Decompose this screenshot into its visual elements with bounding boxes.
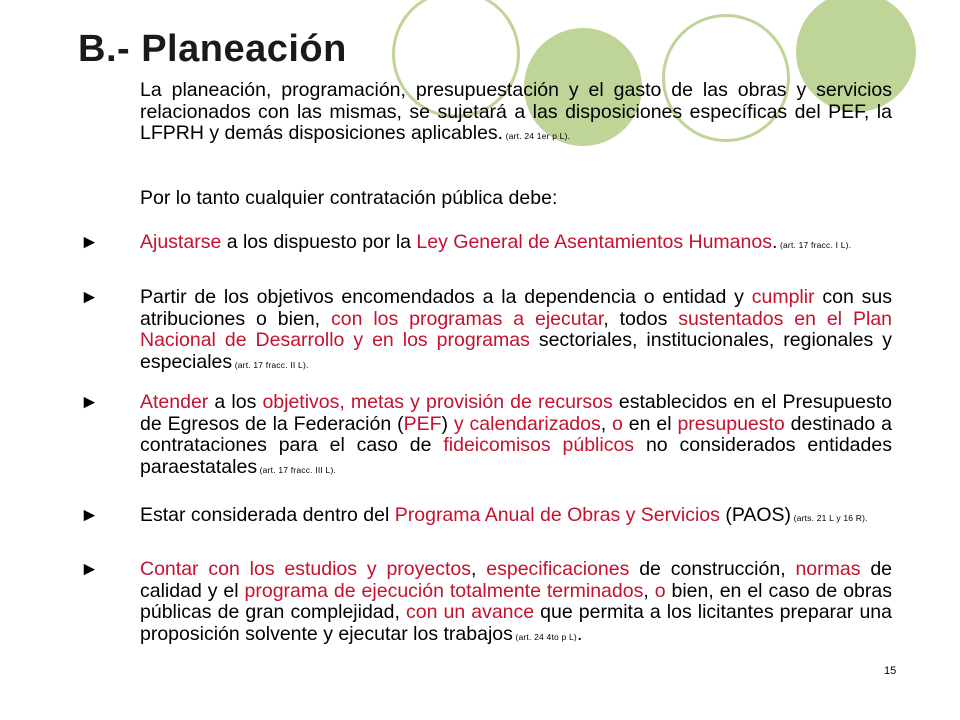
- item-text: ): [441, 412, 454, 435]
- item-text: o: [612, 412, 623, 435]
- item-text: objetivos, metas y provisión de recursos: [262, 391, 613, 413]
- bullet-icon: ►: [80, 232, 99, 253]
- item-text: de construcción,: [629, 558, 796, 580]
- bullet-icon: ►: [80, 559, 99, 580]
- item-text: Ajustarse: [140, 231, 222, 253]
- item-text: programa de ejecución totalmente terminados: [244, 579, 644, 602]
- intro-paragraph-2: [140, 188, 892, 210]
- list-item: [140, 232, 892, 257]
- intro-lead-text: Por lo tanto cualquier contratación pública debe:: [140, 187, 558, 209]
- list-item: [140, 505, 892, 530]
- item-reference: (art. 17 fracc. III L).: [257, 464, 337, 475]
- item-text: Atender: [140, 391, 209, 413]
- item-reference: (art. 17 fracc. I L).: [777, 240, 852, 250]
- item-text: especificaciones: [486, 558, 630, 580]
- list-item: [140, 287, 892, 376]
- bullet-icon: ►: [80, 505, 99, 526]
- item-text: de calidad y el: [140, 558, 893, 602]
- item-text: cumplir: [751, 286, 815, 308]
- bullet-icon: ►: [80, 287, 99, 308]
- list-item: [140, 559, 892, 648]
- item-text: Programa Anual de Obras y Servicios: [394, 504, 720, 526]
- list-item: [140, 392, 892, 481]
- item-text: destinado a contrataciones para el caso de: [140, 412, 892, 457]
- item-text: con sus atribuciones o bien,: [140, 286, 893, 330]
- item-text: a los: [208, 391, 263, 413]
- item-text: Contar con los estudios y proyectos: [140, 558, 471, 580]
- item-text: fideicomisos públicos: [443, 434, 635, 457]
- item-text: y calendarizados: [453, 412, 601, 435]
- item-text: ,: [600, 412, 613, 435]
- page-number: 15: [884, 665, 897, 677]
- item-text: con los programas a ejecutar: [330, 307, 604, 330]
- item-text: ,: [471, 558, 487, 580]
- item-text: o: [654, 579, 666, 602]
- intro-reference: (art. 24 1er p L).: [503, 131, 571, 142]
- item-text: presupuesto: [677, 412, 785, 435]
- item-text: no considerados entidades paraestatales: [140, 434, 892, 478]
- item-text: Partir de los objetivos encomendados a la dependencia o entidad y: [140, 286, 752, 308]
- item-reference: (arts. 21 L y 16 R).: [791, 513, 868, 523]
- intro-text: La planeación, programación, presupuestación y el gasto de las obras y servicios relacionados con las mismas, se sujetará a las disposiciones específicas del PEF, la LFPRH y demás disposiciones aplicables.: [140, 79, 892, 145]
- item-text: a los dispuesto por la: [221, 231, 417, 253]
- intro-paragraph-1: [140, 80, 892, 148]
- item-text: .: [576, 622, 583, 645]
- item-text: en el: [622, 412, 678, 435]
- item-text: (PAOS): [719, 504, 792, 526]
- page-title: B.- Planeación: [78, 28, 347, 70]
- item-text: sectoriales, institucionales, regionales y especiales: [140, 329, 892, 373]
- item-text: con un avance: [405, 601, 535, 624]
- item-reference: (art. 17 fracc. II L).: [232, 359, 309, 370]
- item-text: bien, en el caso de obras públicas de gran complejidad,: [140, 579, 892, 624]
- item-text: PEF: [403, 412, 442, 435]
- item-text: Ley General de Asentamientos Humanos: [416, 231, 772, 253]
- item-text: .: [771, 231, 778, 253]
- item-text: sustentados en el Plan Nacional de Desarrollo y en los programas: [140, 307, 893, 352]
- item-text: establecidos en el Presupuesto de Egresos de la Federación (: [140, 391, 892, 435]
- item-reference: (art. 24 4to p L): [512, 631, 577, 642]
- item-text: que permita a los licitantes preparar una proposición solvente y ejecutar los trabajos: [140, 601, 892, 645]
- bullet-icon: ►: [80, 392, 99, 413]
- item-text: , todos: [603, 307, 679, 330]
- item-text: normas: [795, 558, 861, 580]
- item-text: ,: [643, 579, 655, 602]
- item-text: Estar considerada dentro del: [140, 504, 395, 526]
